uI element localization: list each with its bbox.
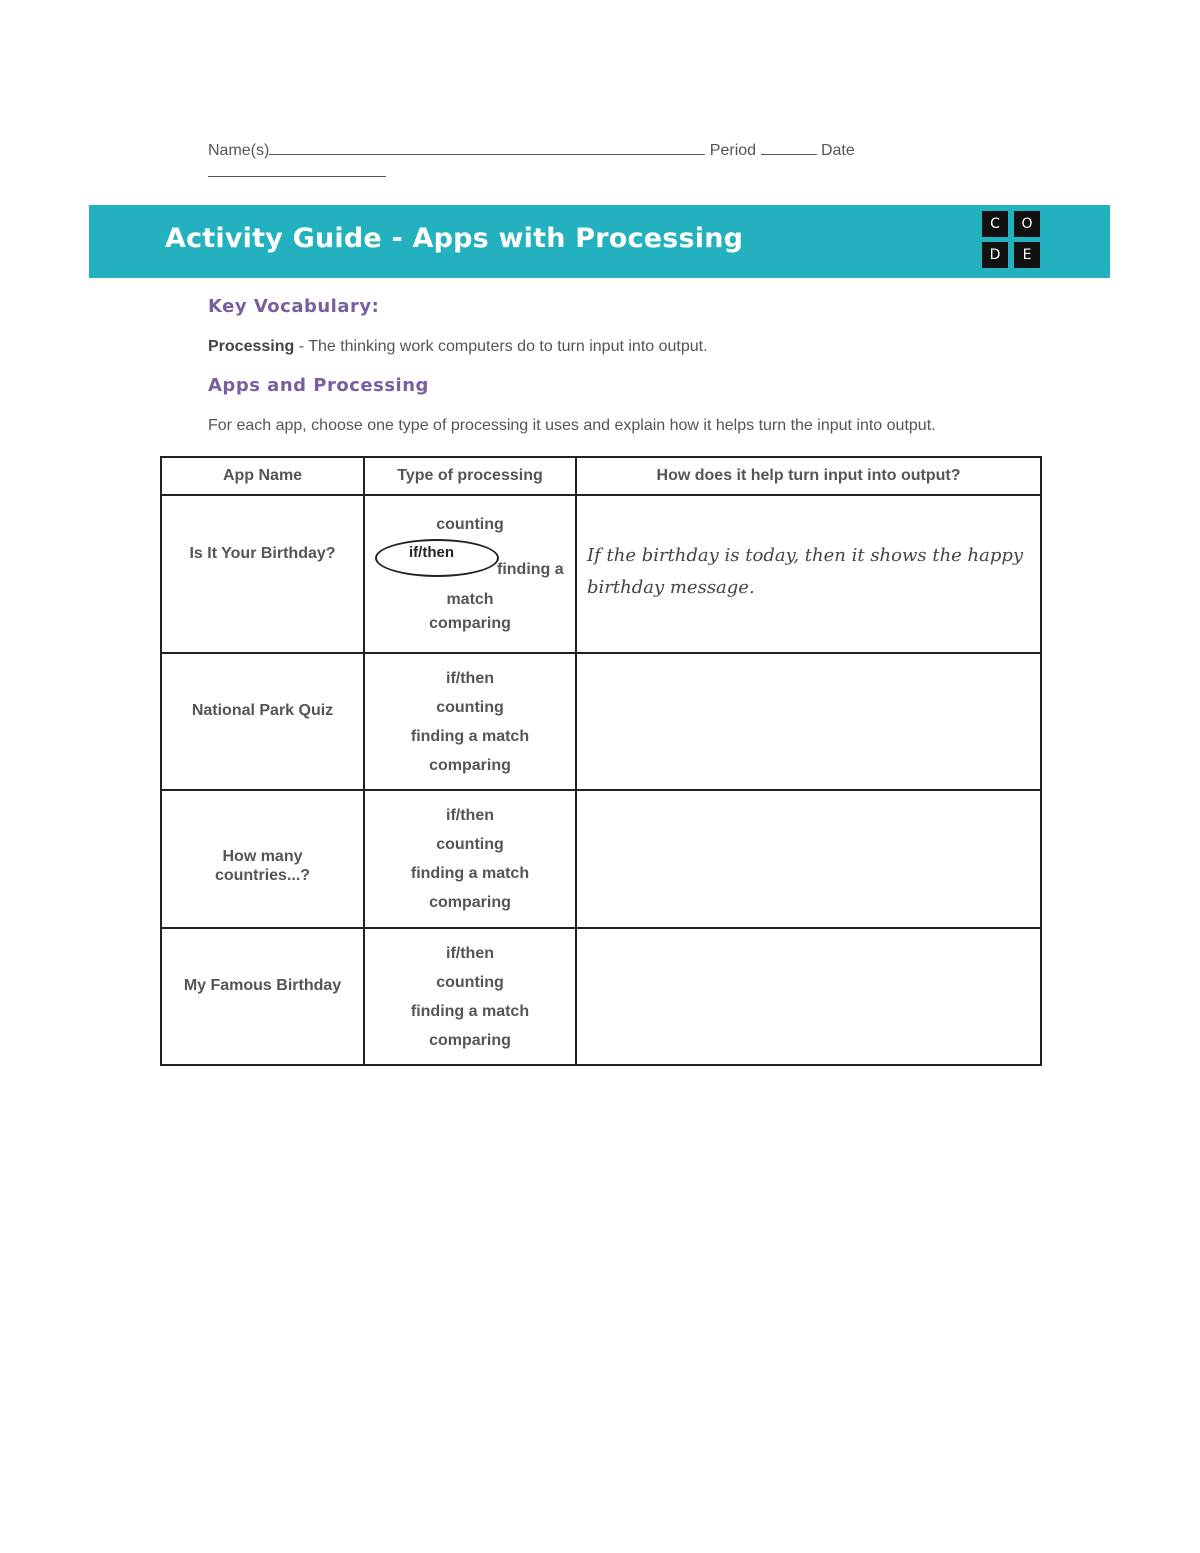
name-label: Name(s) (208, 142, 270, 159)
apps-section-heading: Apps and Processing (208, 375, 429, 396)
table-row (161, 653, 1041, 790)
circled-option-group (365, 539, 575, 619)
table-header-row (161, 457, 1041, 495)
app-name-cell (161, 495, 364, 653)
logo-letter-o: O (1014, 211, 1040, 237)
vocabulary-definition-text: - The thinking work computers do to turn input into output. (294, 338, 708, 355)
date-blank[interactable] (208, 176, 386, 177)
handwritten-answer (577, 929, 1040, 973)
processing-options-cell[interactable] (364, 653, 576, 790)
header-type-of-processing: Type of processing (364, 457, 576, 495)
student-info-line (208, 140, 855, 160)
option-finding-a-match[interactable]: finding a match (410, 727, 530, 745)
option-comparing[interactable]: comparing (429, 756, 511, 774)
option-if-then[interactable]: if/then (446, 807, 494, 824)
processing-options-cell[interactable] (364, 928, 576, 1065)
app-name-cell (161, 790, 364, 928)
handwritten-answer: If the birthday is today, then it shows the happy birthday message. (587, 545, 1024, 598)
option-match[interactable]: match (446, 591, 494, 608)
option-counting[interactable]: counting (436, 698, 504, 716)
option-if-then[interactable]: if/then (446, 944, 494, 962)
app-name: Is It Your Birthday? (189, 545, 336, 562)
option-counting[interactable]: counting (436, 836, 504, 853)
option-finding-a-match[interactable]: finding a match (410, 865, 530, 882)
processing-options-cell[interactable] (364, 495, 576, 653)
vocabulary-term: Processing (208, 338, 295, 355)
instructions: For each app, choose one type of processing it uses and explain how it helps turn the input into output. (208, 417, 936, 434)
option-counting[interactable]: counting (436, 516, 504, 533)
answer-cell[interactable] (576, 653, 1041, 790)
processing-table (160, 456, 1042, 1066)
header-how-it-helps: How does it help turn input into output? (576, 457, 1041, 495)
option-comparing[interactable]: comparing (429, 1031, 511, 1049)
app-name: My Famous Birthday (183, 976, 342, 994)
name-blank[interactable] (269, 140, 705, 155)
table-row (161, 928, 1041, 1065)
handwritten-answer (577, 791, 1040, 835)
app-name-cell (161, 928, 364, 1065)
table-row (161, 790, 1041, 928)
header-app-name: App Name (161, 457, 364, 495)
handwritten-answer (577, 654, 1040, 698)
option-comparing[interactable]: comparing (429, 894, 511, 911)
option-finding-a-match[interactable]: finding a match (410, 1002, 530, 1020)
answer-cell[interactable] (576, 495, 1041, 653)
answer-cell[interactable] (576, 928, 1041, 1065)
period-blank[interactable] (761, 140, 817, 155)
processing-options-cell[interactable] (364, 790, 576, 928)
logo-letter-c: C (982, 211, 1008, 237)
answer-cell[interactable] (576, 790, 1041, 928)
app-name-cell (161, 653, 364, 790)
app-name: National Park Quiz (191, 701, 334, 719)
code-logo (982, 211, 1042, 271)
option-if-then[interactable]: if/then (446, 669, 494, 687)
date-label: Date (820, 142, 855, 159)
logo-letter-d: D (982, 242, 1008, 268)
vocabulary-heading: Key Vocabulary: (208, 296, 380, 317)
table-row (161, 495, 1041, 653)
page-title: Activity Guide - Apps with Processing (165, 223, 744, 254)
title-banner (89, 205, 1110, 278)
option-counting[interactable]: counting (436, 973, 504, 991)
option-if-then-selected[interactable]: if/then (409, 544, 454, 561)
option-comparing[interactable]: comparing (429, 615, 511, 632)
app-name: How many countries...? (214, 848, 311, 884)
logo-letter-e: E (1014, 242, 1040, 268)
vocabulary-definition (208, 338, 708, 356)
option-finding-a[interactable]: finding a (497, 561, 564, 578)
period-label: Period (709, 142, 757, 159)
